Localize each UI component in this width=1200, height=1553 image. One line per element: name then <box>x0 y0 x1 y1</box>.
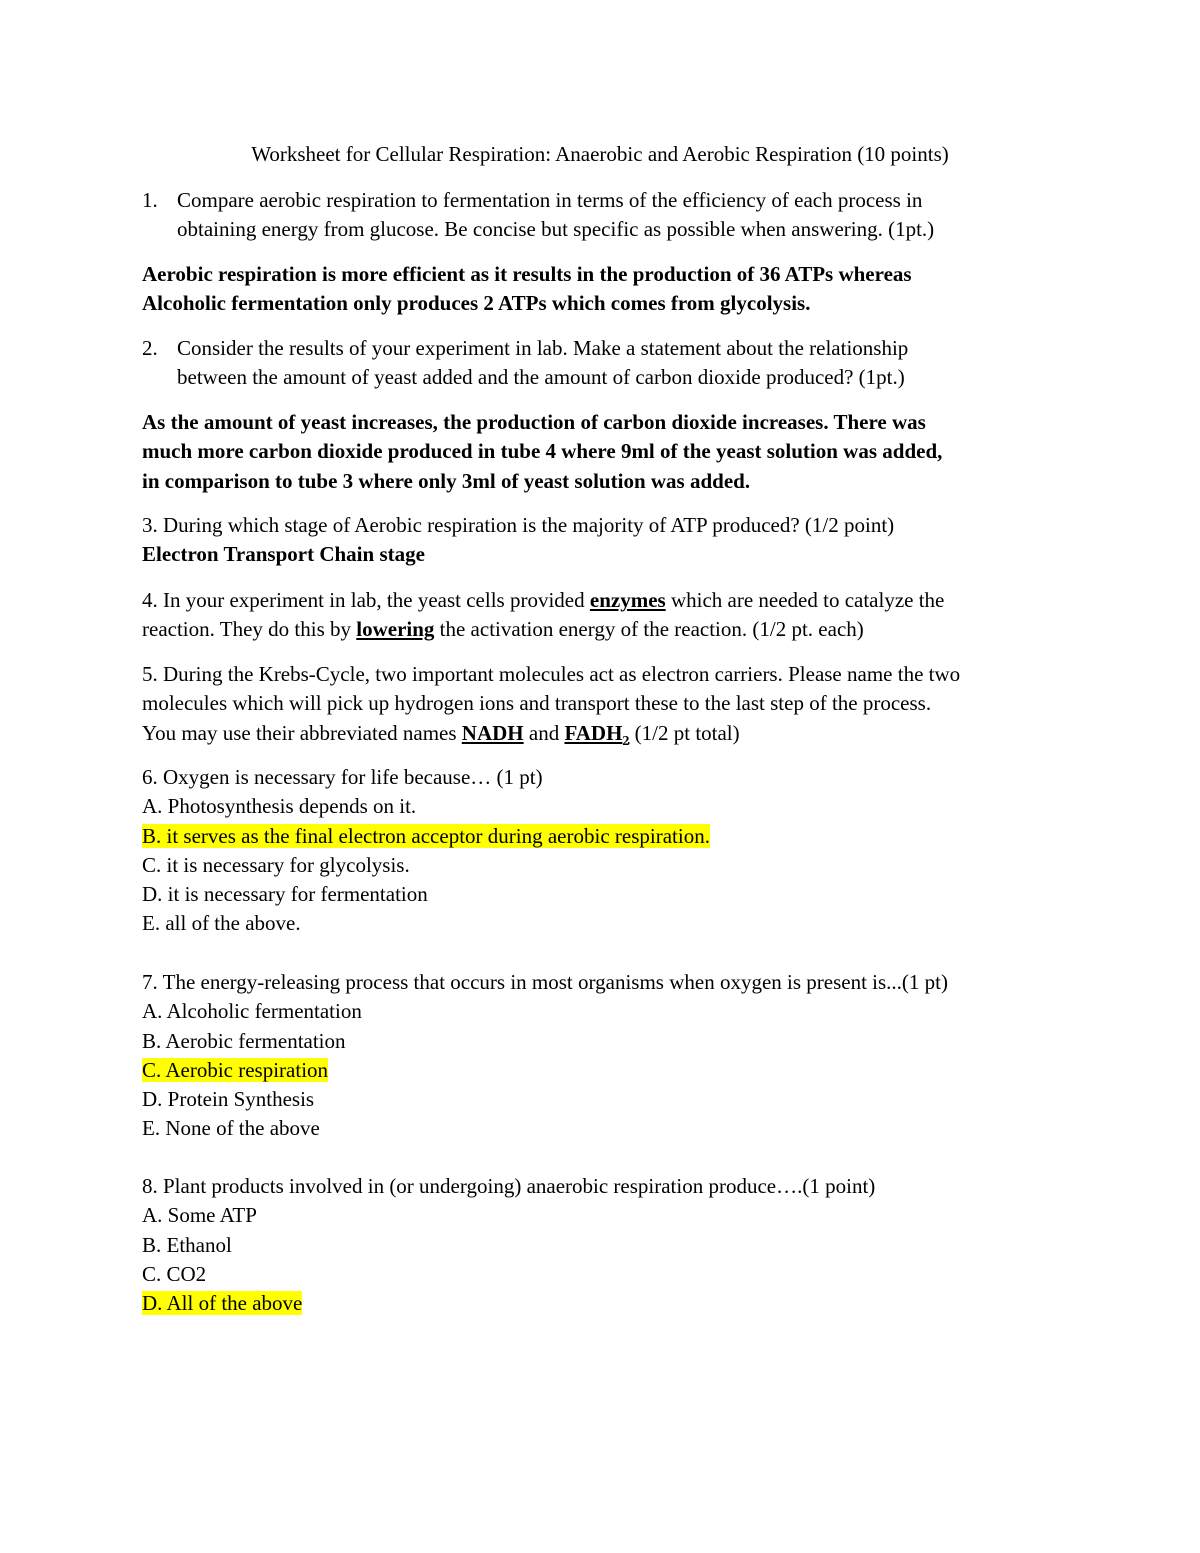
question-8-text: 8. Plant products involved in (or undergoing) anaerobic respiration produce….(1 point) <box>142 1174 876 1198</box>
question-1-text: Compare aerobic respiration to fermentation in terms of the efficiency of each process in obtaining energy from glucose. Be concise but specific as possible when answering. (1pt.) <box>177 188 935 242</box>
question-6-text: 6. Oxygen is necessary for life because… (1 pt) <box>142 765 543 789</box>
question-7-option-e: E. None of the above <box>142 1116 320 1141</box>
question-2-text: Consider the results of your experiment in lab. Make a statement about the relationship between the amount of yeast added and the amount of carbon dioxide produced? (1pt.) <box>177 336 909 390</box>
question-5: 5. During the Krebs-Cycle, two important molecules act as electron carriers. Please name the two molecules which will pick up hydrogen ions and transport these to the last step of the process. You may use their abbreviated names NADH and $FADH_2$ (1/2 pt total) <box>142 662 961 749</box>
question-8-option-b: B. Ethanol <box>142 1232 232 1257</box>
question-6-option-a: A. Photosynthesis depends on it. <box>142 794 417 819</box>
question-7 <box>142 968 1072 1144</box>
question-7-text: 7. The energy-releasing process that occurs in most organisms when oxygen is present is...(1 pt) <box>142 970 948 994</box>
question-4: 4. In your experiment in lab, the yeast cells provided enzymes which are needed to catalyze the reaction. They do this by lowering the activation energy of the reaction. (1/2 pt. each) <box>142 588 945 642</box>
question-6-option-b-correct: B. it serves as the final electron acceptor during aerobic respiration. <box>142 823 710 848</box>
question-7-option-d: D. Protein Synthesis <box>142 1087 315 1112</box>
question-6-option-c: C. it is necessary for glycolysis. <box>142 852 410 877</box>
blank-fadh2: $FADH_2$ <box>564 720 630 749</box>
question-8-option-a: A. Some ATP <box>142 1203 257 1228</box>
question-7-option-a: A. Alcoholic fermentation <box>142 999 362 1024</box>
question-1-number: 1. <box>142 188 158 212</box>
question-3-text: 3. During which stage of Aerobic respiration is the majority of ATP produced? (1/2 point) <box>142 513 895 537</box>
answer-3: Electron Transport Chain stage <box>142 542 425 567</box>
question-8-option-c: C. CO2 <box>142 1261 207 1286</box>
question-7-option-c-correct: C. Aerobic respiration <box>142 1057 329 1082</box>
answer-1: Aerobic respiration is more efficient as it results in the production of 36 ATPs whereas Alcoholic fermentation only produces 2 ATPs which comes from glycolysis. <box>142 262 912 316</box>
question-3 <box>142 511 1072 570</box>
question-6-option-d: D. it is necessary for fermentation <box>142 882 428 907</box>
blank-nadh: NADH <box>461 720 524 745</box>
answer-2: As the amount of yeast increases, the production of carbon dioxide increases. There was much more carbon dioxide produced in tube 4 where 9ml of the yeast solution was added, in comparison to tube 3 where only 3ml of yeast solution was added. <box>142 410 943 493</box>
worksheet-title: Worksheet for Cellular Respiration: Anaerobic and Aerobic Respiration (10 points) <box>251 142 949 166</box>
question-6 <box>142 763 1072 939</box>
question-8-option-d-correct: D. All of the above <box>142 1291 303 1316</box>
question-6-option-e: E. all of the above. <box>142 911 301 936</box>
question-8 <box>142 1172 1072 1318</box>
question-2-number: 2. <box>142 336 158 360</box>
blank-enzymes: enzymes <box>589 588 666 612</box>
question-7-option-b: B. Aerobic fermentation <box>142 1028 346 1053</box>
blank-lowering: lowering <box>356 617 435 642</box>
